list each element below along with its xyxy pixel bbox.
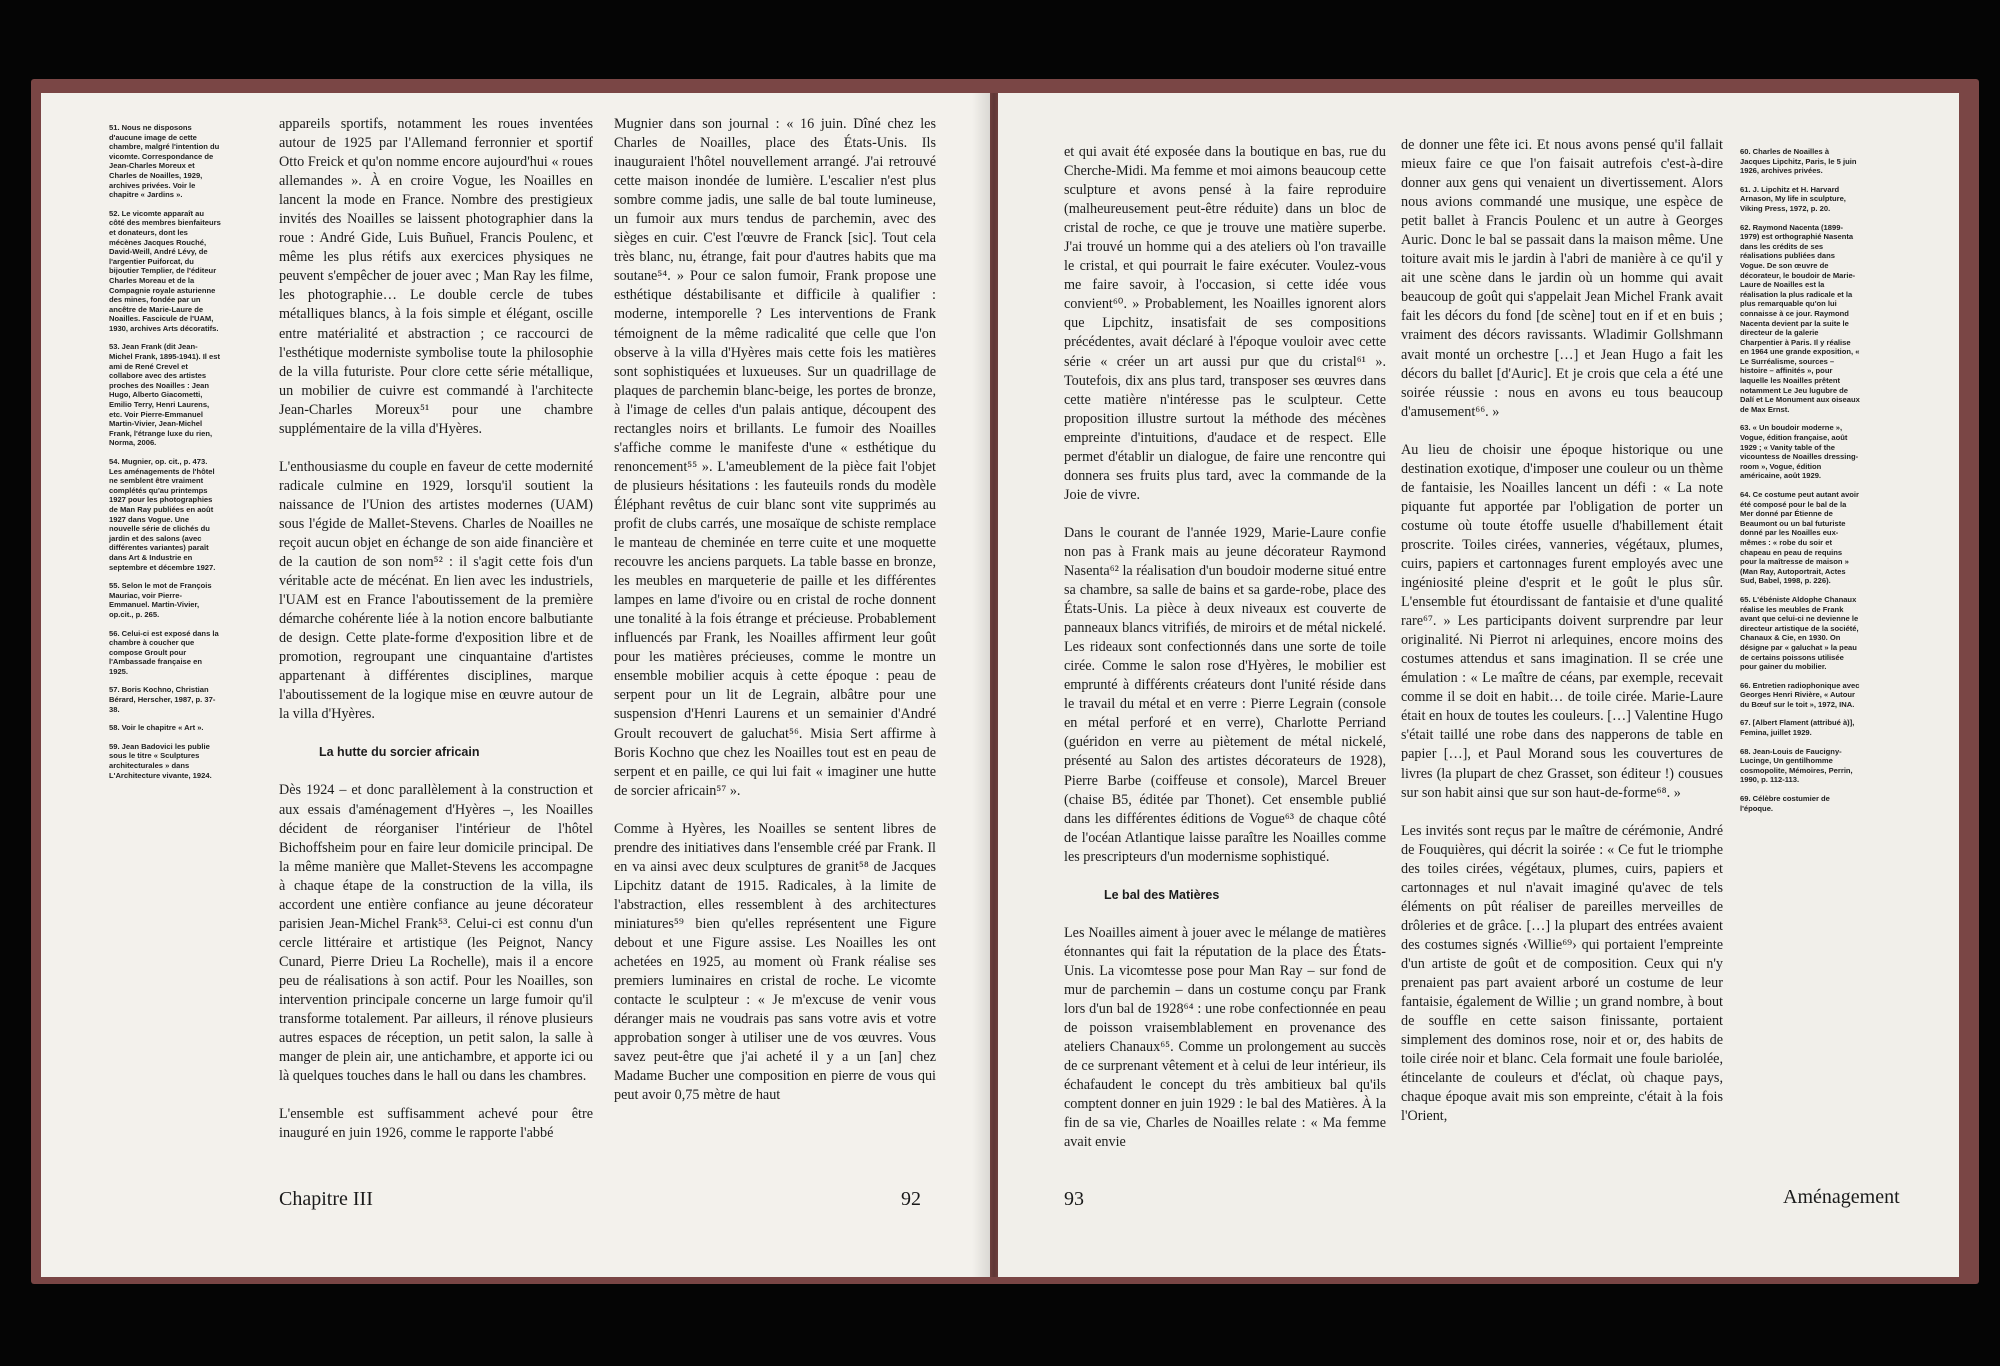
paragraph: Dans le courant de l'année 1929, Marie-Laure confie non pas à Frank mais au jeune décorateur Raymond Nasenta⁶² la réalisation d'un boudoir moderne situé entre sa chambre, sa salle de bains et sa garde-robe, place des États-Unis. La pièce à deux niveaux est couverte de panneaux blancs vitrifiés, de miroirs et de métal nickelé. Les rideaux sont confectionnés dans une sorte de toile cirée. Comme le salon rose d'Hyères, le mobilier est emprunté à différents créateurs dont l'unité réside dans le travail du métal et en verre : Pierre Legrain (console en métal perforé et en verre), Charlotte Perriand (guéridon en verre au piètement de métal nickelé, présenté au Salon des artistes décorateurs de 1928), Pierre Barbe (coiffeuse et console), Marcel Breuer (chaise B5, éditée par Thonet). Cet ensemble publié dans les différentes éditions de Vogue⁶³ de chaque côté de l'océan Atlantique laisse paraître les Noailles comme les prescripteurs d'un modernisme sophistiqué.	[1064, 524, 1386, 865]
footnote: 55. Selon le mot de François Mauriac, voir Pierre-Emmanuel. Martin-Vivier, op.cit., p. 265.	[109, 581, 212, 619]
left-page	[41, 93, 990, 1277]
paragraph: Au lieu de choisir une époque historique ou une destination exotique, d'imposer une couleur ou un thème de fantaisie, les Noailles lancent un défi : « La note piquante fut apportée par l'obligation de porter un costume où toute étoffe usuelle d'habillement était proscrite. Toiles cirées, vanneries, végétaux, plumes, cuirs, papiers et cartonnages furent employés avec une ingéniosité pleine d'esprit et le goût le plus sûr. L'ensemble fut étourdissant de fantaisie et d'une qualité rare⁶⁷. » Les participants doivent surprendre par leur originalité. Ni Pierrot ni arlequines, encore moins des costumes attendus et sans imagination. Il se crée une émulation : « Le maître de céans, par exemple, recevait comme il se doit en habit… de toile cirée. Marie-Laure était en houx de toutes les couleurs. […] Valentine Hugo s'était taillé une robe dans des napperons de table en papier […], et Paul Morand sous les couvertures de livres (la plupart de chez Grasset, son éditeur !) cousues sur son habit ainsi que sur son haut-de-forme⁶⁸. »	[1401, 441, 1723, 801]
section-heading: Le bal des Matières	[1104, 887, 1220, 902]
page-number: 93	[1064, 1188, 1084, 1210]
page-number: 92	[901, 1188, 921, 1210]
section-label: Aménagement	[1783, 1186, 1900, 1208]
section-heading: La hutte du sorcier africain	[319, 745, 480, 760]
paragraph: et qui avait été exposée dans la boutique en bas, rue du Cherche-Midi. Ma femme et moi aimons beaucoup cette sculpture et avons pensé à la faire reproduire (malheureusement peut-être réduite) dans un bloc de cristal de roche, ce que je trouve une matière superbe. J'ai trouvé un homme qui a des ateliers où l'on travaille le cristal, et qui pourrait le faire exécuter. Voulez-vous me faire savoir, à l'occasion, si cette idée vous convient⁶⁰. » Probablement, les Noailles ignorent alors que Lipchitz, insatisfait de ses compositions précédentes, avait déclaré à l'époque vouloir avec cette série « créer un art aussi pur que du cristal⁶¹ ». Toutefois, dix ans plus tard, transposer ses œuvres dans cette matière n'intéresse pas le sculpteur. Cette proposition illustre surtout la méthode des mécènes empreinte d'intuitions, d'audace et de respect. Elle permet d'établir un dialogue, de faire une rencontre qui donnera ses fruits plus tard, avec la commande de la Joie de vivre.	[1064, 144, 1386, 503]
footnote: 53. Jean Frank (dit Jean-Michel Frank, 1895-1941). Il est ami de René Crevel et collabore avec des artistes proches des Noailles : Jean Hugo, Alberto Giacometti, Emilio Terry, Henri Laurens, etc. Voir Pierre-Emmanuel Martin-Vivier, Jean-Michel Frank, l'étrange luxe du rien, Norma, 2006.	[109, 342, 221, 448]
paragraph: Dès 1924 – et donc parallèlement à la construction et aux essais d'aménagement d'Hyères –, les Noailles décident de réorganiser l'intérieur de l'hôtel Bichoffsheim pour en faire leur domicile principal. De la même manière que Mallet-Stevens les accompagne à chaque étape de la construction de la villa, ils accordent une entière confiance au jeune décorateur parisien Jean-Michel Frank⁵³. Celui-ci est connu d'un cercle littéraire et artistique (les Peignot, Nancy Cunard, Pierre Drieu La Rochelle), mais il a encore peu de réalisations à son actif. Pour les Noailles, son intervention principale concerne un large fumoir qu'il transforme totalement. Par ailleurs, il rénove plusieurs autres espaces de réception, un petit salon, la salle à manger de plein air, une antichambre, et apporte ici ou là quelques touches dans le hall ou dans les chambres.	[279, 782, 593, 1085]
footnote: 61. J. Lipchitz et H. Harvard Arnason, My life in sculpture, Viking Press, 1972, p. 20.	[1740, 184, 1846, 213]
footnote: 67. [Albert Flament (attribué à)], Femina, juillet 1929.	[1740, 718, 1855, 738]
paragraph: Comme à Hyères, les Noailles se sentent libres de prendre des initiatives dans l'ensemble créé par Frank. Il en va ainsi avec deux sculptures de granit⁵⁸ de Jacques Lipchitz datant de 1915. Radicales, à la limite de l'abstraction, elles ressemblent à des architectures miniatures⁵⁹ bien qu'elles représentent une Figure debout et une Figure assise. Les Noailles les ont achetées en 1925, au moment où Frank réalise ses premiers luminaires en cristal de roche. Le vicomte contacte le sculpteur : « Je m'excuse de venir vous déranger mais ne voudrais pas sans votre avis et votre approbation songer à utiliser une de vos œuvres. Vous savez peut-être que j'ai acheté il y a un [an] chez Madame Bucher une composition en pierre de vous qui peut avoir 0,75 mètre de haut	[614, 820, 936, 1104]
paragraph: Mugnier dans son journal : « 16 juin. Dîné chez les Charles de Noailles, place des États-Unis. Ils inauguraient l'hôtel nouvellement arrangé. J'ai retrouvé cette maison inondée de lumière. L'escalier n'est plus sombre comme jadis, une salle de bal toute lumineuse, un fumoir aux murs tendus de parchemin, avec des sièges en cuir. C'est l'œuvre de Franck [sic]. Tout cela très blanc, nu, étrange, fait pour d'autres habits que ma soutane⁵⁴. » Pour ce salon fumoir, Frank propose une esthétique déstabilisante et difficile à qualifier : moderne, intemporelle ? Les interventions de Frank témoignent de la même radicalité que celle que l'on observe à la villa d'Hyères mais cette fois les matières sont sophistiquées et luxueuses. Sur un quadrillage de plaques de parchemin blanc-beige, les portes de bronze, à l'image de celles d'un palais antique, découpent des rectangles noirs et brillants. Le fumoir des Noailles s'affiche comme le manifeste d'une « esthétique du renoncement⁵⁵ ». L'ameublement de la pièce fait l'objet de plusieurs hésitations : les fauteuils ronds du modèle Éléphant revêtus de cuir blanc sont vite supprimés au profit de clubs carrés, une mosaïque de schiste remplace le manteau de cheminée en terre cuite et une moquette recouvre les anciens parquets. La table basse en bronze, les meubles en marqueterie de paille et les différentes lampes en lame d'ivoire ou en cristal de roche donnent une tonalité à la fois étrange et précieuse. Probablement influencés par Frank, les Noailles affirment leur goût pour les matières précieuses, comme le montre un ensemble mobilier acquis à cette époque : peau de serpent pour un lit de Legrain, albâtre pour une suspension d'Henri Laurens et un semainier d'André Groult recouvert de galuchat⁵⁶. Misia Sert affirme à Boris Kochno que chez les Noailles tout est en peau de serpent et en paille, ce qui lui fait « imaginer une hutte de sorcier africain⁵⁷ ».	[614, 116, 936, 799]
footnote: 52. Le vicomte apparaît au côté des membres bienfaiteurs et donateurs, dont les mécènes Jacques Rouché, David-Weill, André Lévy, de l'argentier Puiforcat, du bijoutier Templier, de l'éditeur Charles Moreau et de la Compagnie royale asturienne des mines, fondée par un ancêtre de Marie-Laure de Noailles. Fascicule de l'UAM, 1930, archives Arts décoratifs.	[109, 208, 221, 333]
right-column-1	[1064, 143, 1386, 1171]
footnote: 62. Raymond Nacenta (1899-1979) est orthographié Nasenta dans les crédits de ses réalisations publiées dans Vogue. De son œuvre de décorateur, le boudoir de Marie-Laure de Noailles est la réalisation la plus radicale et la plus remarquable qu'on lui connaisse à ce jour. Raymond Nacenta devient par la suite le directeur de la galerie Charpentier à Paris. Il y réalise en 1964 une grande exposition, « Le Surréalisme, sources – histoire – affinités », pour laquelle les Noailles prêtent notamment Le Jeu lugubre de Dalí et Le Monument aux oiseaux de Max Ernst.	[1740, 222, 1860, 414]
footnote: 69. Célèbre costumier de l'époque.	[1740, 794, 1830, 813]
footnote: 59. Jean Badovici les publie sous le titre « Sculptures architecturales » dans L'Architecture vivante, 1924.	[109, 741, 212, 780]
footnote: 54. Mugnier, op. cit., p. 473. Les aménagements de l'hôtel ne semblent être vraiment complétés qu'au printemps 1927 pour les photographies de Man Ray publiées en août 1927 dans Vogue. Une nouvelle série de clichés du jardin et des salons (avec différentes variantes) paraît dans Art & Industrie en septembre et décembre 1927.	[109, 457, 216, 572]
footnote: 68. Jean-Louis de Faucigny-Lucinge, Un gentilhomme cosmopolite, Mémoires, Perrin, 1990, p. 112-113.	[1740, 746, 1853, 785]
footnote: 60. Charles de Noailles à Jacques Lipchitz, Paris, le 5 juin 1926, archives privées.	[1740, 147, 1857, 176]
paragraph: de donner une fête ici. Et nous avons pensé qu'il fallait mieux faire ce que l'on faisait autrefois c'est-à-dire donner aux gens qui venaient un divertissement. Alors nous avions commandé une musique, une espèce de petit ballet à Francis Poulenc et un autre à Georges Auric. Donc le bal se passait dans la maison même. Une toiture avait mis le jardin à l'abri de manière à ce qu'il y ait une scène dans le jardin où un homme qui avait beaucoup de goût qui s'appelait Jean Michel Frank avait fait les décors du fond [de scène] tout en if et en buis ; vraiment des décors ravissants. Wladimir Gollshmann avait monté un orchestre […] et Jean Hugo a fait les décors du ballet [d'Auric]. Et je crois que cela a été une soirée réussie : nous en avons eu tous beaucoup d'amusement⁶⁶. »	[1401, 137, 1723, 420]
footnote: 58. Voir le chapitre « Art ».	[109, 723, 204, 733]
right-column-2	[1401, 136, 1723, 1145]
left-column-2	[614, 115, 936, 1124]
footnote: 63. « Un boudoir moderne », Vogue, édition française, août 1929 ; « Vanity table of the vicountess de Noailles dressing-room », Vogue, édition américaine, août 1929.	[1740, 423, 1859, 481]
footnote: 51. Nous ne disposons d'aucune image de cette chambre, malgré l'intention du vicomte. Correspondance de Jean-Charles Moreux et Charles de Noailles, 1929, archives privées. Voir le chapitre « Jardins ».	[109, 123, 220, 200]
right-footnotes	[1740, 147, 1860, 822]
paragraph: Les invités sont reçus par le maître de cérémonie, André de Fouquières, qui décrit la soirée : « Ce fut le triomphe des toiles cirées, végétaux, plumes, cuirs, papiers et cartonnages et nul n'avait imaginé qu'avec de tels éléments on pût réaliser de pareilles merveilles de drôleries et de grâce. […] la plupart des entrées avaient des costumes signés ‹Willie⁶⁹› qui portaient l'empreinte d'un artiste de goût et de composition. Ceux qui n'y prenaient pas part avaient arboré un costume de leur fantaisie, également de Willie ; un grand nombre, à bout de souffle en cette saison finissante, portaient simplement des dominos rose, noir et or, des habits de toile cirée noir et blanc. Cela formait une foule bariolée, étincelante de couleurs et d'éclat, où chaque pays, chaque époque avait mis son empreinte, c'était à la fois l'Orient,	[1401, 822, 1723, 1125]
paragraph: Les Noailles aiment à jouer avec le mélange de matières étonnantes qui fait la réputation de la place des États-Unis. La vicomtesse pose pour Man Ray – sur fond de mur de parchemin – dans un costume conçu par Frank lors d'un bal de 1928⁶⁴ : une robe confectionnée en peau de poisson vraisemblablement en provenance des ateliers Chanaux⁶⁵. Comme un prolongement au succès de ce surprenant vêtement et à celui de leur intérieur, ils échafaudent le concept du très ambitieux bal qu'ils comptent donner en juin 1929 : le bal des Matières. À la fin de sa vie, Charles de Noailles relate : « Ma femme avait envie	[1064, 924, 1386, 1151]
footnote: 56. Celui-ci est exposé dans la chambre à coucher que compose Groult pour l'Ambassade française en 1925.	[109, 628, 219, 676]
right-page	[998, 93, 1959, 1277]
chapter-label: Chapitre III	[279, 1188, 373, 1210]
paragraph: L'enthousiasme du couple en faveur de cette modernité radicale culmine en 1929, lorsqu'il soutient la naissance de l'Union des artistes modernes (UAM) sous l'égide de Mallet-Stevens. Charles de Noailles ne reçoit aucun objet en échange de son aide financière et de la caution de son nom⁵² : il s'agit cette fois d'un véritable acte de mécénat. En lien avec les industriels, l'UAM est en France l'aboutissement de la première démarche cohérente liée à la notion encore balbutiante de design. Cette plate-forme d'exposition libre et de promotion, regroupant une cinquantaine d'artistes appartenant à différentes disciplines, marque l'aboutissement de la logique mise en œuvre autour de la villa d'Hyères.	[279, 458, 593, 723]
footnote: 65. L'ébéniste Aldophe Chanaux réalise les meubles de Frank avant que celui-ci ne devienne le directeur artistique de la société, Chanaux & Cie, en 1930. On désigne par « galuchat » la peau de certains poissons utilisée pour gainer du mobilier.	[1740, 594, 1859, 672]
left-column-1	[279, 115, 593, 1162]
left-footnotes	[109, 123, 221, 789]
footnote: 57. Boris Kochno, Christian Bérard, Herscher, 1987, p. 37-38.	[109, 685, 216, 714]
paragraph: appareils sportifs, notamment les roues inventées autour de 1925 par l'Allemand ferronnier et sportif Otto Freick et qu'on nomme encore aujourd'hui « roues allemandes ». À en croire Vogue, les Noailles en lancent la mode en France. Nombre des prestigieux invités des Noailles se laissent photographier dans la roue : André Gide, Luis Buñuel, Francis Poulenc, et même les plus rétifs aux exercices physiques ne peuvent s'empêcher de jouer avec ; Man Ray les filme, les photographie… Le double cercle de tubes métalliques blancs, à la fois simple et élégant, oscille entre matérialité et abstraction ; ce raccourci de l'esthétique moderniste symbolise toute la philosophie de la villa futuriste. Pour clore cette série métallique, un mobilier de cuivre est commandé à l'architecte Jean-Charles Moreux⁵¹ pour une chambre supplémentaire de la villa d'Hyères.	[279, 116, 593, 437]
footnote: 66. Entretien radiophonique avec Georges Henri Rivière, « Autour du Bœuf sur le toit », 1972, INA.	[1740, 680, 1860, 709]
footnote: 64. Ce costume peut autant avoir été composé pour le bal de la Mer donné par Étienne de Beaumont ou un bal futuriste donné par les Noailles eux-mêmes : « robe du soir et chapeau en peau de requins pour la maîtresse de maison » (Man Ray, Autoportrait, Actes Sud, Babel, 1998, p. 226).	[1740, 490, 1860, 586]
paragraph: L'ensemble est suffisamment achevé pour être inauguré en juin 1926, comme le rapporte l'abbé	[279, 1106, 593, 1142]
